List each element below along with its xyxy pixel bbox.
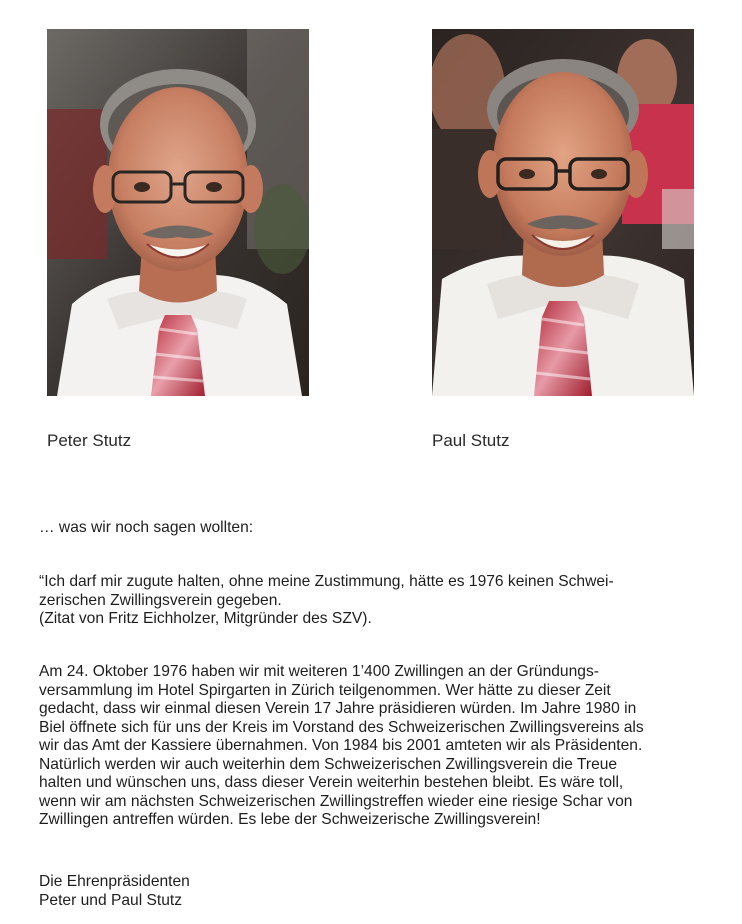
signature-names: Peter und Paul Stutz <box>39 891 183 909</box>
photo-caption-left: Peter Stutz <box>47 431 132 450</box>
portrait-image-peter <box>47 29 309 396</box>
quote-paragraph <box>39 573 709 629</box>
quote-line: (Zitat von Fritz Eichholzer, Mitgründer des SZV). <box>39 610 372 627</box>
body-line: versammlung im Hotel Spirgarten in Zürich teilgenommen. Wer hätte zu dieser Zeit <box>39 681 611 699</box>
photo-caption-right: Paul Stutz <box>432 431 510 450</box>
body-line: halten und wünschen uns, dass dieser Verein weiterhin bestehen bleibt. Es wäre toll, <box>39 774 624 791</box>
intro-line: … was wir noch sagen wollten: <box>39 519 254 536</box>
body-line: Natürlich werden wir auch weiterhin dem Schweizerischen Zwillingsverein die Treue <box>39 755 618 773</box>
body-line: Biel öffnete sich für uns der Kreis im Vorstand des Schweizerischen Zwillingsvereins als <box>39 718 644 736</box>
signature-title: Die Ehrenpräsidenten <box>39 873 190 890</box>
signature-block <box>39 873 709 910</box>
body-line: wenn wir am nächsten Schweizerischen Zwillingstreffen wieder eine riesige Schar von <box>39 792 633 810</box>
portrait-image-paul <box>432 29 694 396</box>
quote-line: zerischen Zwillingsverein gegeben. <box>39 591 282 609</box>
body-line: Zwillingen antreffen würden. Es lebe der Schweizerische Zwillingsverein! <box>39 811 541 828</box>
body-paragraph <box>39 663 709 830</box>
body-line: gedacht, dass wir einmal diesen Verein 17 Jahre präsidieren würden. Im Jahre 1980 in <box>39 700 637 717</box>
portrait-photo-peter <box>47 29 309 396</box>
body-line: Am 24. Oktober 1976 haben wir mit weiteren 1’400 Zwillingen an der Gründungs- <box>39 663 599 680</box>
quote-line: “Ich darf mir zugute halten, ohne meine Zustimmung, hätte es 1976 keinen Schwei- <box>39 573 614 590</box>
body-line: wir das Amt der Kassiere übernahmen. Von 1984 bis 2001 amteten wir als Präsidenten. <box>39 737 643 754</box>
portrait-photo-paul <box>432 29 694 396</box>
